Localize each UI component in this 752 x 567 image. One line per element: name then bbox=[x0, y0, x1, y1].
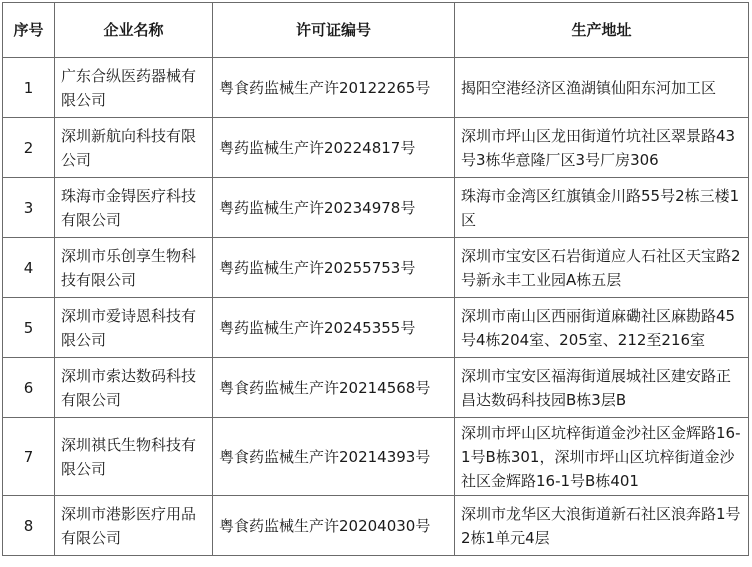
header-license-number: 许可证编号 bbox=[213, 3, 455, 58]
company-name: 深圳新航向科技有限公司 bbox=[55, 118, 213, 178]
header-no: 序号 bbox=[3, 3, 55, 58]
table-row bbox=[3, 178, 749, 238]
license-table bbox=[2, 2, 749, 556]
company-name: 广东合纵医药器械有限公司 bbox=[55, 58, 213, 118]
table-row bbox=[3, 118, 749, 178]
license-number: 粤药监械生产许20224817号 bbox=[213, 118, 455, 178]
company-name: 深圳市索达数码科技有限公司 bbox=[55, 358, 213, 418]
company-name: 深圳市乐创享生物科技有限公司 bbox=[55, 238, 213, 298]
production-address: 深圳市坪山区龙田街道竹坑社区翠景路43号3栋华意隆厂区3号厂房306 bbox=[455, 118, 749, 178]
row-number: 6 bbox=[3, 358, 55, 418]
production-address: 深圳市宝安区福海街道展城社区建安路正昌达数码科技园B栋3层B bbox=[455, 358, 749, 418]
header-address: 生产地址 bbox=[455, 3, 749, 58]
license-number: 粤食药监械生产许20214393号 bbox=[213, 418, 455, 496]
row-number: 8 bbox=[3, 496, 55, 556]
production-address: 深圳市龙华区大浪街道新石社区浪奔路1号2栋1单元4层 bbox=[455, 496, 749, 556]
table-row bbox=[3, 58, 749, 118]
license-number: 粤食药监械生产许20122265号 bbox=[213, 58, 455, 118]
table-row bbox=[3, 496, 749, 556]
production-address: 珠海市金湾区红旗镇金川路55号2栋三楼1区 bbox=[455, 178, 749, 238]
company-name: 珠海市金锝医疗科技有限公司 bbox=[55, 178, 213, 238]
production-address: 深圳市南山区西丽街道麻磡社区麻勘路45号4栋204室、205室、212至216室 bbox=[455, 298, 749, 358]
company-name: 深圳市爱诗恩科技有限公司 bbox=[55, 298, 213, 358]
header-row bbox=[3, 3, 749, 58]
license-number: 粤药监械生产许20234978号 bbox=[213, 178, 455, 238]
company-name: 深圳市港影医疗用品有限公司 bbox=[55, 496, 213, 556]
header-company-name: 企业名称 bbox=[55, 3, 213, 58]
license-number: 粤食药监械生产许20204030号 bbox=[213, 496, 455, 556]
company-name: 深圳祺氏生物科技有限公司 bbox=[55, 418, 213, 496]
table-row bbox=[3, 358, 749, 418]
table-row bbox=[3, 418, 749, 496]
table-row bbox=[3, 238, 749, 298]
production-address: 揭阳空港经济区渔湖镇仙阳东河加工区 bbox=[455, 58, 749, 118]
license-number: 粤药监械生产许20255753号 bbox=[213, 238, 455, 298]
row-number: 4 bbox=[3, 238, 55, 298]
row-number: 1 bbox=[3, 58, 55, 118]
license-number: 粤食药监械生产许20214568号 bbox=[213, 358, 455, 418]
production-address: 深圳市坪山区坑梓街道金沙社区金辉路16-1号B栋301，深圳市坪山区坑梓街道金沙社区金辉路16-1号B栋401 bbox=[455, 418, 749, 496]
row-number: 3 bbox=[3, 178, 55, 238]
table-row bbox=[3, 298, 749, 358]
row-number: 5 bbox=[3, 298, 55, 358]
license-number: 粤药监械生产许20245355号 bbox=[213, 298, 455, 358]
row-number: 7 bbox=[3, 418, 55, 496]
production-address: 深圳市宝安区石岩街道应人石社区天宝路2号新永丰工业园A栋五层 bbox=[455, 238, 749, 298]
row-number: 2 bbox=[3, 118, 55, 178]
